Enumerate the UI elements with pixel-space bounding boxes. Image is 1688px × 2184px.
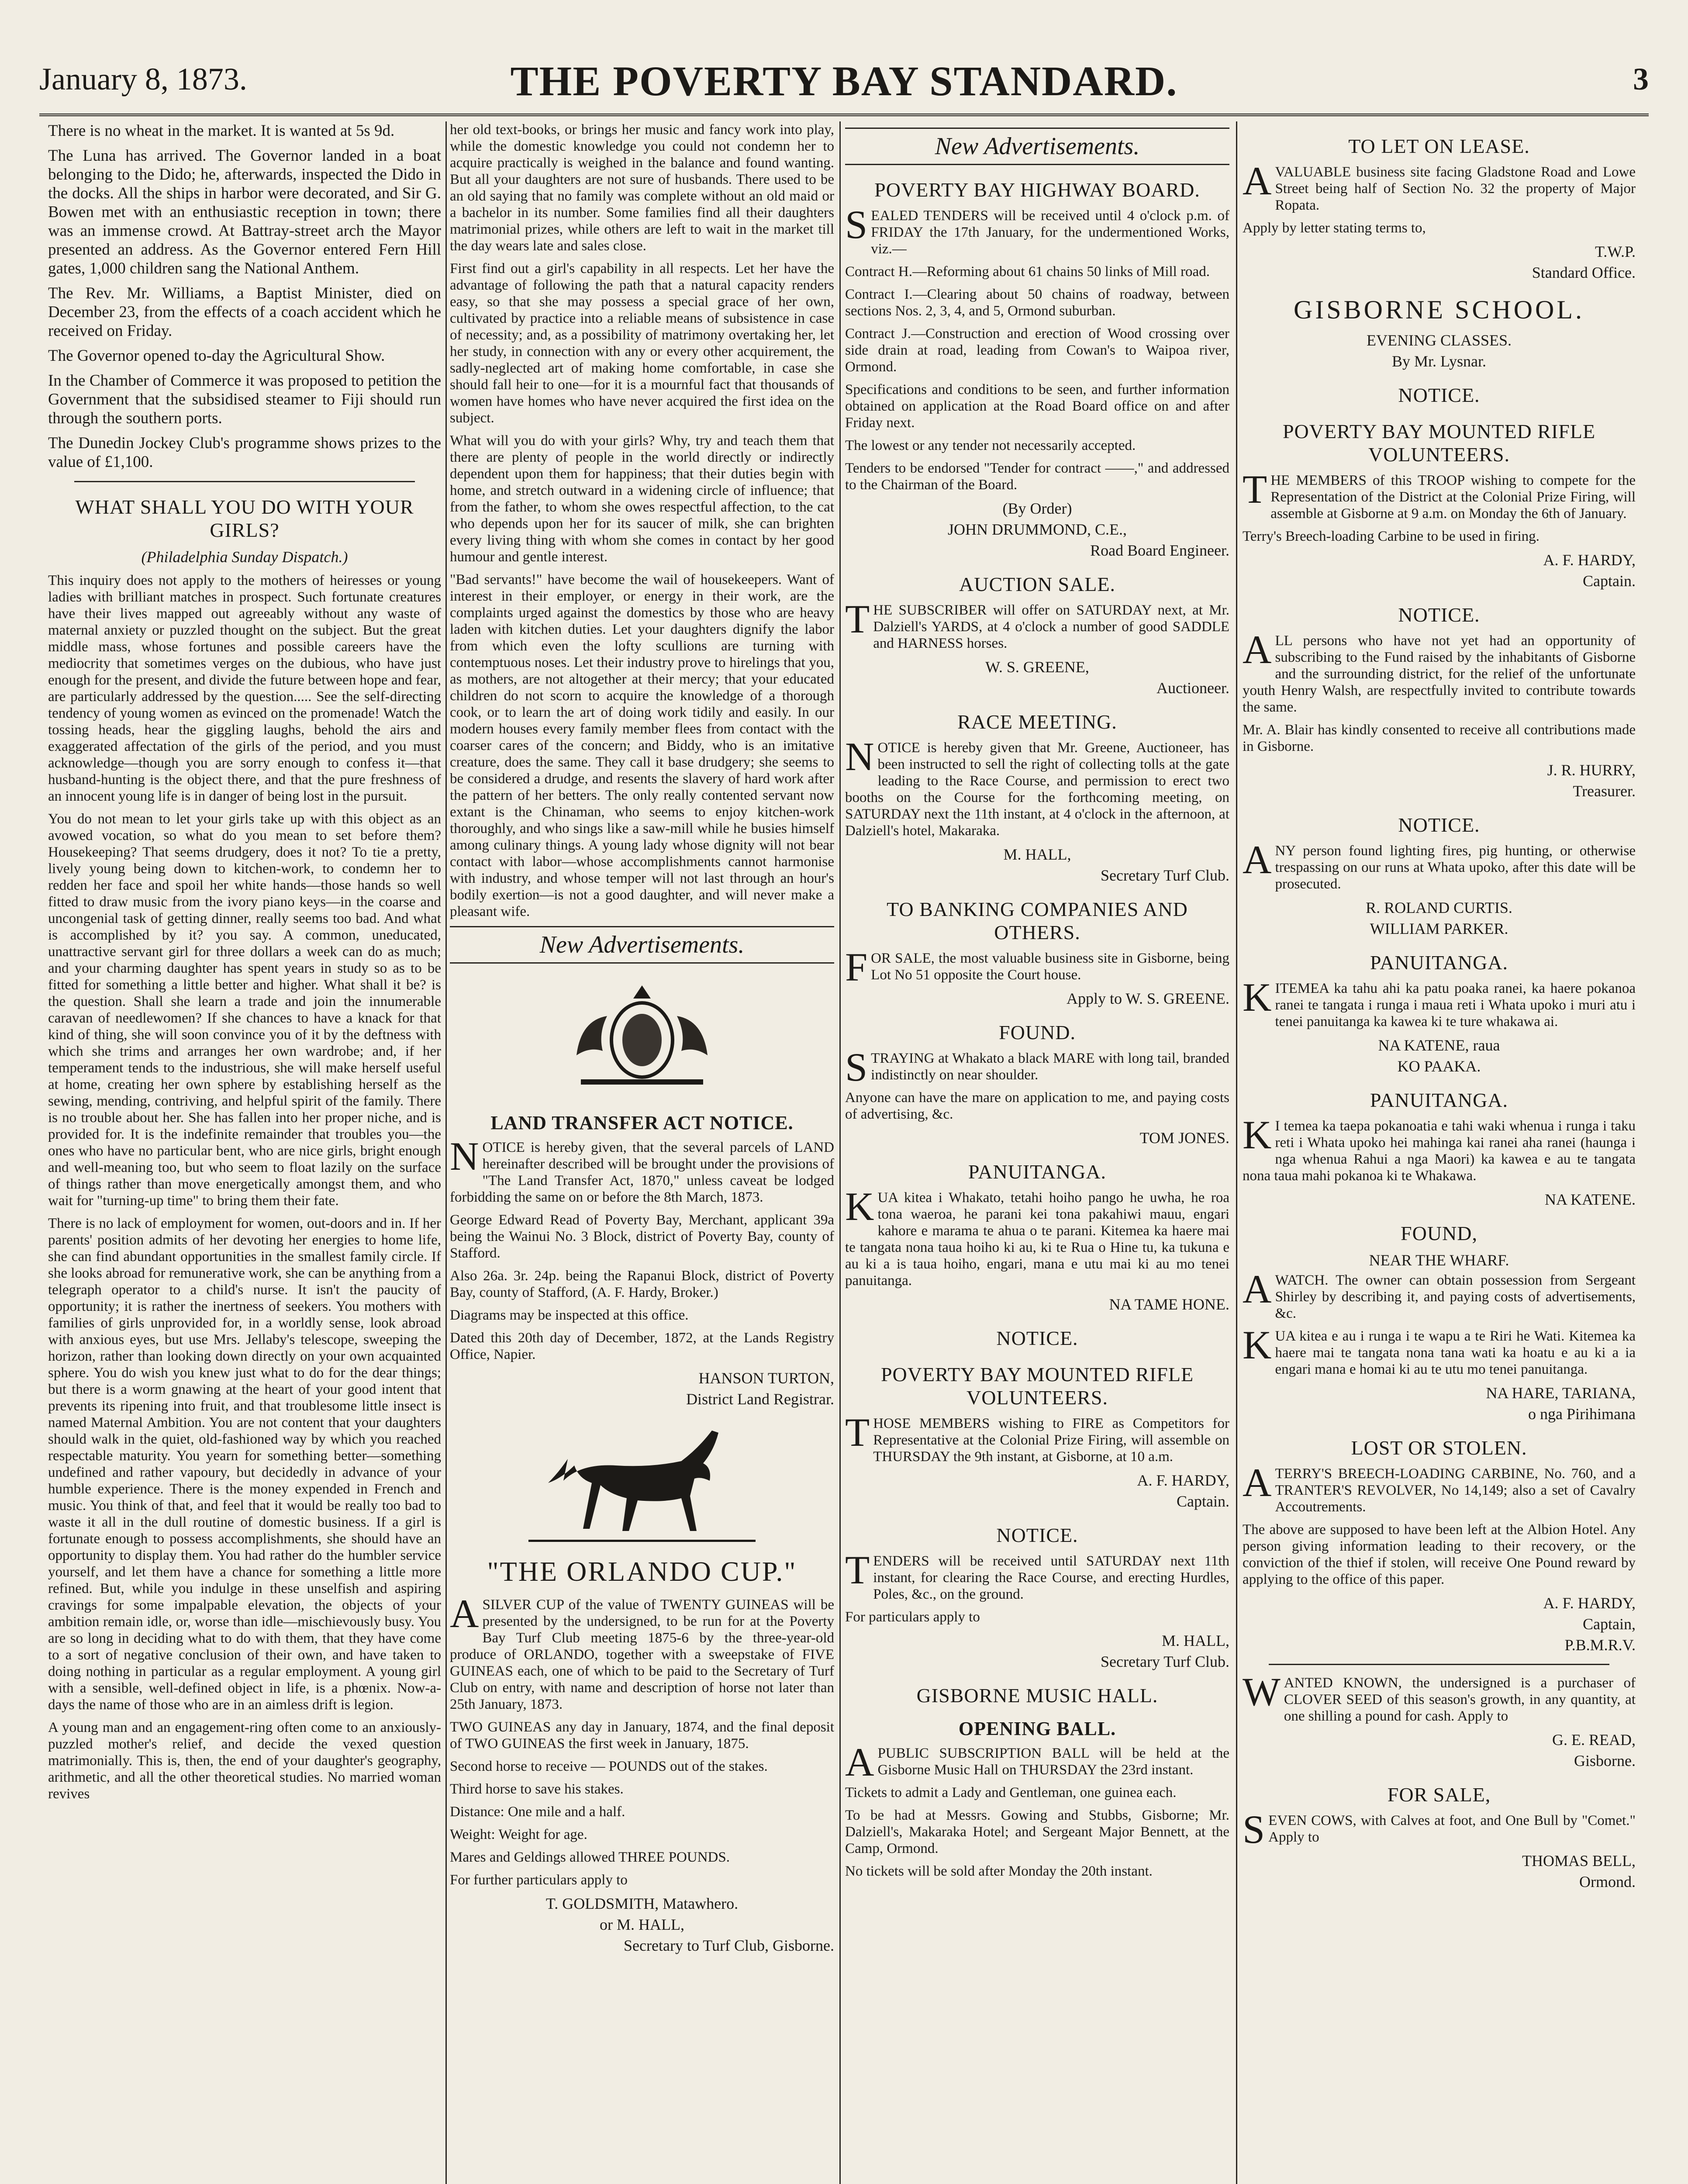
signature: A. F. HARDY, — [1137, 1472, 1229, 1489]
rifle-volunteers-title: POVERTY BAY MOUNTED RIFLE VOLUNTEERS. — [1282, 420, 1596, 466]
land-transfer-body: George Edward Read of Poverty Bay, Merchant, applicant 39a being the Wainui No. 3 Block, district of Poverty Bay, county of Stafford. — [450, 1212, 834, 1261]
highway-body: The lowest or any tender not necessarily accepted. — [845, 438, 1136, 453]
panuitanga-body: KI temea ka taepa pokanoatia e tahi waki whenua i runga i taku reti i Whata upoko hei mahinga kai ranei aha ranei (haunga i nga whenua Rahui a nga Maori) ka kawea e au te tangata nona taua mahi pokanoa ki te Whakawa. — [1243, 1113, 1636, 1184]
race-meeting-title: RACE MEETING. — [957, 711, 1117, 733]
panuitanga-title: PANUITANGA. — [1370, 951, 1508, 974]
cup-body: ASILVER CUP of the value of TWENTY GUINEAS will be presented by the undersigned, to be run for at the Poverty Bay Turf Club meeting 1875-6 by the three-year-old produce of ORLANDO, together with a sweepstake of FIVE GUINEAS each, one of which to be paid to the Secretary of Turf Club on entry, with name and description of horse not later than 25th January, 1873. — [450, 1591, 834, 1712]
land-transfer-title: LAND TRANSFER ACT NOTICE. — [490, 1112, 794, 1133]
signature: W. S. GREENE, — [985, 658, 1089, 676]
signature: NA HARE, TARIANA, — [1486, 1384, 1636, 1402]
signature: R. ROLAND CURTIS. — [1366, 899, 1512, 916]
lease-title: TO LET ON LEASE. — [1348, 135, 1530, 157]
signature: THOMAS BELL, — [1522, 1852, 1636, 1870]
highway-body: Contract H.—Reforming about 61 chains 50 links of Mill road. — [845, 264, 1210, 280]
column-divider — [445, 121, 447, 2184]
signature: Ormond. — [1579, 1873, 1636, 1890]
signature: J. R. HURRY, — [1547, 761, 1636, 779]
land-transfer-body: Diagrams may be inspected at this office. — [450, 1307, 689, 1323]
signature: Captain, — [1583, 1615, 1636, 1633]
signature: Road Board Engineer. — [1090, 542, 1229, 559]
signature: Captain. — [1177, 1493, 1229, 1510]
news-item: The Rev. Mr. Williams, a Baptist Minister, died on December 23, from the effects of a coach accident which he received on Friday. — [48, 284, 441, 340]
separator — [1269, 1664, 1609, 1665]
land-transfer-body: Dated this 20th day of December, 1872, at the Lands Registry Office, Napier. — [450, 1330, 834, 1362]
notice-body: TENDERS will be received until SATURDAY next 11th instant, for clearing the Race Course, and erecting Hurdles, Poles, &c., on the ground. — [845, 1548, 1229, 1602]
highway-body: SEALED TENDERS will be received until 4 o'clock p.m. of FRIDAY the 17th January, for the undermentioned Works, viz.— — [845, 202, 1229, 257]
found-title: FOUND, — [1401, 1222, 1477, 1244]
notice-title: NOTICE. — [996, 1327, 1078, 1349]
signature: NA KATENE. — [1545, 1191, 1636, 1208]
signature: Captain. — [1583, 572, 1636, 590]
signature: Secretary Turf Club. — [1101, 1653, 1229, 1670]
cup-body: For further particulars apply to — [450, 1872, 628, 1888]
land-transfer-body: Also 26a. 3r. 24p. being the Rapanui Block, district of Poverty Bay, county of Stafford, (A. F. Hardy, Broker.) — [450, 1268, 834, 1300]
column-divider — [839, 121, 841, 2184]
article-title: WHAT SHALL YOU DO WITH YOUR GIRLS? — [75, 496, 414, 541]
rifle-body: THOSE MEMBERS wishing to FIRE as Competitors for Representative at the Colonial Prize Firing, will assemble on THURSDAY the 9th instant, at Gisborne, at 10 a.m. — [845, 1410, 1229, 1465]
signature: M. HALL, — [1003, 846, 1071, 863]
signature: Standard Office. — [1532, 264, 1636, 281]
cup-body: Weight: Weight for age. — [450, 1827, 587, 1842]
lost-body: ATERRY'S BREECH-LOADING CARBINE, No. 760, and a TRANTER'S REVOLVER, No 14,149; also a set of Cavalry Accoutrements. — [1243, 1460, 1636, 1515]
new-advertisements-banner: New Advertisements. — [450, 926, 834, 964]
signature: TOM JONES. — [1139, 1129, 1229, 1147]
article-paragraph: There is no lack of employment for women, out-doors and in. If her parents' position admits of her devoting her energies to home life, she can find abundant opportunities in the smallest family circle. If she looks abroad for remunerative work, she can be anything from a telegraph operator to a child's nurse. It isn't the paucity of opportunity; it is rather the inertness of seekers. You mothers with families of girls unprovided for, in a worldly sense, look abroad with anxious eyes, but use Mrs. Jellaby's telescope, sweeping the horizon, rather than looking down directly on your own acquainted sphere. You do wish you knew just what to do for the dear things; but there is a worm gnawing at the heart of your good intent that prevents its ripening into fruit, and that troublesome little insect is named Maternal Ambition. You are not content that your daughters should walk in the quiet, old-fashioned way by which you reached respectable maturity. You yearn for something better—something undefined and rather vapoury, but decidedly in advance of your humble experience. There is the money expended in French and music. You think of that, and feel that it would be really too bad to waste it all in the dull routine of domestic business. If a girl is fortunate enough to possess accomplishments, she should have an opportunity to display them. You had rather do the humbler service yourself, and let them have a chance for something a little more refined. But, while you indulge in these unselfish and aspiring cravings for some impalpable elevation, the objects of your ambition remain idle, or, worse than idle—mischievously busy. You are so long in deciding what to do with them, that they have come to a sort of negative conclusion of their own, and have taken to doing nothing in particular as a regular employment. A young girl with a sensible, well-defined object in life, is a phœnix. Now-a-days the name of those who are in an aimless drift is legion. — [48, 1216, 441, 1713]
opening-ball-title: OPENING BALL. — [958, 1718, 1116, 1739]
ball-body: To be had at Messrs. Gowing and Stubbs, Gisborne; Mr. Dalziell's, Makaraka Hotel; and Sergeant Major Bennett, at the Camp, Ormond. — [845, 1807, 1229, 1856]
for-sale-title: FOR SALE, — [1387, 1783, 1491, 1806]
wanted-body: WANTED KNOWN, the undersigned is a purchaser of CLOVER SEED of this season's growth, in any quantity, at one shilling a pound for cash. Apply to — [1243, 1669, 1636, 1724]
separator — [74, 481, 415, 482]
race-body: NOTICE is hereby given that Mr. Greene, Auctioneer, has been instructed to sell the right of collecting tolls at the gate leading to the Race Course, and permission to erect two booths on the Course for the forthcoming meeting, on SATURDAY next the 11th instant, at 4 o'clock in the afternoon, at Dalziell's hotel, Makaraka. — [845, 734, 1229, 839]
signature: M. HALL, — [1162, 1632, 1229, 1649]
found-body: STRAYING at Whakato a black MARE with long tail, branded indistinctly on near shoulder. — [845, 1045, 1229, 1089]
column-2 — [450, 121, 834, 2184]
signature: G. E. READ, — [1552, 1731, 1636, 1749]
cup-body: Distance: One mile and a half. — [450, 1804, 625, 1820]
notice-title: NOTICE. — [1398, 814, 1480, 836]
banking-body: FOR SALE, the most valuable business site in Gisborne, being Lot No 51 opposite the Court house. — [845, 945, 1229, 989]
masthead — [39, 57, 1649, 114]
signature: Treasurer. — [1573, 782, 1636, 800]
notice-body: For particulars apply to — [845, 1609, 980, 1625]
column-3 — [845, 121, 1229, 2184]
article-source: (Philadelphia Sunday Dispatch.) — [141, 548, 348, 566]
notice-body: Mr. A. Blair has kindly consented to receive all contributions made in Gisborne. — [1243, 722, 1636, 754]
signature: KO PAAKA. — [1397, 1057, 1481, 1075]
banking-title: TO BANKING COMPANIES AND OTHERS. — [887, 898, 1188, 943]
evening-classes: EVENING CLASSES. — [1366, 332, 1512, 349]
horse-illustration — [450, 1415, 834, 1546]
auction-body: THE SUBSCRIBER will offer on SATURDAY next, at Mr. Dalziell's YARDS, at 4 o'clock a number of good SADDLE and HARNESS horses. — [845, 597, 1229, 651]
column-4 — [1243, 121, 1636, 2184]
auction-title: AUCTION SALE. — [959, 573, 1115, 595]
signature: T.W.P. — [1595, 243, 1636, 260]
notice-body: ALL persons who have not yet had an opportunity of subscribing to the Fund raised by the inhabitants of Gisborne and the surrounding district, for the relief of the unfortunate youth Henry Walsh, are respectfully invited to contribute towards the same. — [1243, 627, 1636, 715]
signature: Secretary to Turf Club, Gisborne. — [624, 1937, 834, 1954]
for-sale-body: SEVEN COWS, with Calves at foot, and One Bull by "Comet." Apply to — [1243, 1807, 1636, 1852]
music-hall-title: GISBORNE MUSIC HALL. — [916, 1684, 1158, 1707]
rifle-volunteers-title: POVERTY BAY MOUNTED RIFLE VOLUNTEERS. — [880, 1363, 1194, 1409]
lease-body: Apply by letter stating terms to, — [1243, 220, 1426, 236]
signature: T. GOLDSMITH, Matawhero. — [545, 1895, 739, 1912]
news-item: In the Chamber of Commerce it was proposed to petition the Government that the subsidised steamer to Fiji should run through the southern ports. — [48, 372, 441, 427]
column-divider — [1236, 121, 1237, 2184]
notice-body: ANY person found lighting fires, pig hunting, or otherwise trespassing on our runs at Whata upoko, after this date will be prosecuted. — [1243, 837, 1636, 892]
highway-body: Contract J.—Construction and erection of Wood crossing over side drain at road, leading from Cowan's to Waipoa river, Ormond. — [845, 326, 1229, 375]
orlando-cup-title: "THE ORLANDO CUP." — [487, 1556, 797, 1587]
by-order: (By Order) — [1002, 500, 1072, 517]
notice-title: NOTICE. — [996, 1524, 1078, 1546]
signature: A. F. HARDY, — [1543, 551, 1636, 569]
signature: WILLIAM PARKER. — [1370, 920, 1508, 937]
signature: Auctioneer. — [1156, 679, 1229, 697]
ball-body: Tickets to admit a Lady and Gentleman, one guinea each. — [845, 1785, 1177, 1800]
cup-body: Mares and Geldings allowed THREE POUNDS. — [450, 1849, 730, 1865]
found-subtitle: NEAR THE WHARF. — [1369, 1251, 1509, 1269]
article-paragraph: This inquiry does not apply to the mothers of heiresses or young ladies with brilliant matches in prospect. Such fortunate creatures have their lives mapped out agreeably without any waste of maternal anxiety or puzzled thought on the subject. But the great middle mass, whose fortunes and possible careers have the mediocrity that sometimes verges on the dubious, who have just enough for the present, and divide the future between hope and fear, are particularly addressed by the question..... See the self-directing tendency of young women as evinced on the promenade! Watch the tossing heads, hear the giggling laughs, behold the airs and exaggerated affectation of the girls of the period, and you must acknowledge—though you are sorry enough to confess it—that husband-hunting is the object there, and that the pure freshness of an innocent young life is in danger of being lost in the pursuit. — [48, 573, 441, 804]
column-1 — [48, 121, 441, 2184]
ball-body: APUBLIC SUBSCRIPTION BALL will be held at the Gisborne Music Hall on THURSDAY the 23rd instant. — [845, 1740, 1229, 1784]
signature: NA KATENE, raua — [1378, 1037, 1500, 1054]
lost-body: The above are supposed to have been left at the Albion Hotel. Any person giving information leading to their recovery, or the conviction of the thief if stolen, will receive One Pound reward by applying to the office of this paper. — [1243, 1522, 1636, 1587]
signature: NA TAME HONE. — [1109, 1296, 1229, 1313]
cup-body: TWO GUINEAS any day in January, 1874, and the final deposit of TWO GUINEAS the first week in January, 1875. — [450, 1719, 834, 1752]
teacher: By Mr. Lysnar. — [1391, 352, 1487, 370]
news-item: The Governor opened to-day the Agricultural Show. — [48, 347, 385, 365]
article-paragraph: "Bad servants!" have become the wail of housekeepers. Want of interest in their employer, or energy in their work, are the complaints urged against the domestics by those who are heavy laden with kitchen duties. Let your daughters dignify the labor from which even the lofty scullions are turning with contemptuous noses. Let their industry prove to hirelings that you, as mothers, are not altogether at their mercy; that your educated children do not scorn to acquire the knowledge of a thorough cook, or to learn the art of doing work tidily and easily. In our modern houses every family member flees from contact with the coarser cares of the concern; and Biddy, who is an imitative creature, does the same. They call it base drudgery; she seems to be considered a drudge, and resents the slavery of hard work after the pattern of her betters. The only really contented servant now extant is the Chinaman, who seems to enjoy kitchen-work thoroughly, and who sings like a saw-mill while he busies himself among culinary things. A young lady whose dignity will not bear contact with labor—whose accomplishments cannot harmonise with industry, and whose temper will not last through an hour's bodily exertion—is not a good daughter, and will never make a pleasant wife. — [450, 572, 834, 919]
panuitanga-title: PANUITANGA. — [968, 1161, 1107, 1183]
notice-title: NOTICE. — [1398, 604, 1480, 626]
panuitanga-body: KITEMEA ka tahu ahi ka patu poaka ranei, ka haere pokanoa ranei te tangata i runga i maua reti i Whata upoko i muri atu i tenei panuitanga ka kawea ki te ture whakawa ai. — [1243, 975, 1636, 1030]
panuitanga-title: PANUITANGA. — [1370, 1089, 1508, 1111]
article-paragraph: First find out a girl's capability in all respects. Let her have the advantage of following the path that a natural capacity renders easy, so that she may possess a special grace of her own, cultivated by practice into a reliable means of subsistence in case of necessity; and, as a possibility of matrimony overtaking her, let her study, in connection with any or every other acquirement, the sadly-neglected art of making home comfortable, in case she should fall heir to one—for it is a mournful fact that thousands of women have homes who have never acquired the first idea on the subject. — [450, 261, 834, 426]
signature: or M. HALL, — [600, 1916, 684, 1933]
found-body: Anyone can have the mare on application to me, and paying costs of advertising, &c. — [845, 1090, 1229, 1122]
signature: Gisborne. — [1574, 1752, 1636, 1769]
kua-body: KUA kitea e au i runga i te wapu a te Riri he Wati. Kitemea ka haere mai te tangata nona tana wati ka hoatu e au ki a ia engari mana e homai ki au te utu mo tenei panuitanga. — [1243, 1323, 1636, 1377]
news-item: The Luna has arrived. The Governor landed in a boat belonging to the Dido; he, afterwards, inspected the Dido in the docks. All the ships in harbor were decorated, and Sir G. Bowen met with an enthusiastic reception in town; there was an immense crowd. At Battray-street arch the Mayor presented an address. As the Governor entered Fern Hill gates, 1,000 children sang the National Anthem. — [48, 147, 441, 277]
school-title: GISBORNE SCHOOL. — [1293, 295, 1585, 324]
article-paragraph: A young man and an engagement-ring often come to an anxiously-puzzled mother's relief, and decide the vexed question matrimonially. This is, then, the end of your daughter's geography, arithmetic, and all the other theoretical studies. No married woman revives — [48, 1720, 441, 1802]
signature: Secretary Turf Club. — [1101, 867, 1229, 884]
article-paragraph: You do not mean to let your girls take up with this object as an avowed vocation, so what do you mean to set before them? Housekeeping? That seems drudgery, does it not? To tie a pretty, lively young being down to kitchen-work, to condemn her to redden her face and spoil her white hands—those hands so well fitted to draw music from the ivory piano keys—in the coarse and uncongenial task of getting dinner, really seems too bad. And what is accomplished by it? you say. A common, uneducated, unattractive servant girl for three dollars a week can do as much; and your charming daughter has spent years in study so as to be fitted for something a little better and higher. What shall it be? is the question. Shall she learn a trade and join the innumerable caravan of needlewomen? If she chances to have a knack for that kind of thing, she will soon convince you of it by the deftness with which she trims and arranges her own wardrobe; and, if her temperament tends to the industrious, she will make herself useful at home, creating her own sphere by establishing herself as the sewing, mending, contriving, and helpful spirit of the family. There is no trouble about her. She has fallen into her proper niche, and is provided for. It is the indefinite remainder that troubles you—the ones who have no particular bent, who are nice girls, bright enough and well-meaning too, but who seem to float lazily on the surface of things rather than move energetically amongst them, and who wait for "turning-up time" to bring them their fate. — [48, 811, 441, 1209]
signature: A. F. HARDY, — [1543, 1594, 1636, 1612]
highway-board-title: POVERTY BAY HIGHWAY BOARD. — [874, 179, 1200, 201]
news-item: There is no wheat in the market. It is wanted at 5s 9d. — [48, 122, 395, 140]
found-body: AWATCH. The owner can obtain possession from Sergeant Shirley by describing it, and paying costs of advertisements, &c. — [1243, 1267, 1636, 1321]
land-transfer-body: NOTICE is hereby given, that the several parcels of LAND hereinafter described will be brought under the provisions of "The Land Transfer Act, 1870," unless caveat be lodged forbidding the same on or before the 8th March, 1873. — [450, 1134, 834, 1205]
cup-body: Second horse to receive — POUNDS out of the stakes. — [450, 1759, 768, 1774]
news-item: The Dunedin Jockey Club's programme shows prizes to the value of £1,100. — [48, 434, 441, 471]
lease-body: AVALUABLE business site facing Gladstone Road and Lowe Street being half of Section No. 32 the property of Major Ropata. — [1243, 159, 1636, 213]
rifle-body: THE MEMBERS of this TROOP wishing to compete for the Representation of the District at the Colonial Prize Firing, will assemble at Gisborne at 9 a.m. on Monday the 6th of January. — [1243, 467, 1636, 522]
article-paragraph: What will you do with your girls? Why, try and teach them that there are plenty of people in the world directly or indirectly dependent upon them for happiness; that their duties begin with home, and stretch outward in a widening circle of influence; that from the father, to whom she owes respectful affection, to the cat who depends upon her for its saucer of milk, she can brighten every living thing with whom she comes in contact by her good humour and gentle interest. — [450, 433, 834, 565]
newspaper-title: THE POVERTY BAY STANDARD. — [510, 58, 1178, 104]
ball-body: No tickets will be sold after Monday the 20th instant. — [845, 1863, 1153, 1879]
page-number: 3 — [1633, 62, 1649, 97]
highway-body: Contract I.—Clearing about 50 chains of roadway, between sections Nos. 2, 3, 4, and 5, Ormond suburban. — [845, 287, 1229, 319]
royal-arms-emblem — [450, 977, 834, 1095]
signature: P.B.M.R.V. — [1564, 1636, 1636, 1654]
panuitanga-body: KUA kitea i Whakato, tetahi hoiho pango he uwha, he roa tona waeroa, he parani kei tona pakahiwi mauu, engari kahore e marama te ahua o te parani. Kitemea ka haere mai te tangata nona taua hoiho ki au, ki te Rua o Hine tu, ka tukuna e au ki a is taua hoiho, engari, mana e utu mai ki au mo tenei panuitanga. — [845, 1184, 1229, 1289]
lost-stolen-title: LOST OR STOLEN. — [1351, 1437, 1527, 1459]
masthead-rule — [39, 114, 1649, 116]
notice-title: NOTICE. — [1398, 384, 1480, 406]
highway-body: Tenders to be endorsed "Tender for contract ——," and addressed to the Chairman of the Board. — [845, 460, 1229, 493]
signature: Apply to W. S. GREENE. — [1066, 990, 1229, 1007]
article-paragraph: her old text-books, or brings her music and fancy work into play, while the domestic knowledge you could not condemn her to acquire practically is weighed in the balance and found wanting. But all your daughters are not sure of husbands. There used to be an old saying that no family was complete without an old maid or a bachelor in its number. Some families find all their daughters matrimonial prizes, while others are left to wait in the market till the day wears late and sales close. — [450, 122, 834, 254]
highway-body: Specifications and conditions to be seen, and further information obtained on application at the Road Board office on and after Friday next. — [845, 382, 1229, 431]
rifle-body: Terry's Breech-loading Carbine to be used in firing. — [1243, 529, 1540, 544]
signature: JOHN DRUMMOND, C.E., — [947, 521, 1127, 538]
signature: HANSON TURTON, — [698, 1369, 834, 1387]
signature: District Land Registrar. — [686, 1390, 834, 1408]
found-title: FOUND. — [999, 1021, 1076, 1044]
signature: o nga Pirihimana — [1528, 1405, 1636, 1423]
issue-date: January 8, 1873. — [39, 62, 247, 97]
cup-body: Third horse to save his stakes. — [450, 1781, 624, 1797]
new-advertisements-banner: New Advertisements. — [845, 128, 1229, 165]
